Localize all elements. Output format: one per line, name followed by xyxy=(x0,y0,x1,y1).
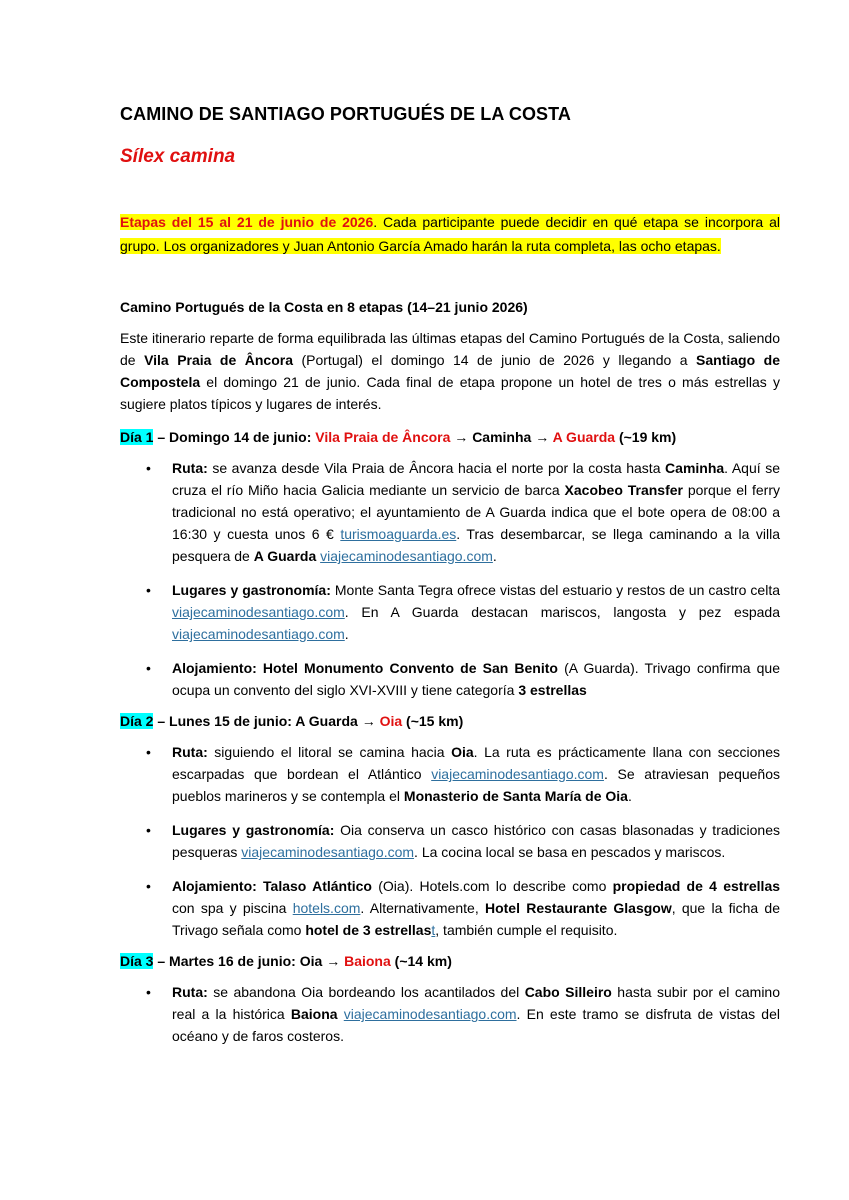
day-3-ruta xyxy=(120,981,780,1047)
item-text: se avanza desde Vila Praia de Âncora hacia el norte por la costa hasta xyxy=(207,460,666,476)
item-text: , que la ficha de Trivago señala como xyxy=(172,900,780,938)
item-text: siguiendo el litoral se camina hacia xyxy=(207,744,452,760)
overview-text: Este itinerario reparte de forma equilibrada las últimas etapas del Camino Portugués de la Costa, saliendo de xyxy=(120,330,780,368)
item-text: Oia conserva un casco histórico con casas blasonadas y tradiciones pesqueras xyxy=(172,822,781,860)
day-3-date: – Martes 16 de junio: Oia xyxy=(153,953,327,969)
arrow-icon: → xyxy=(450,429,473,445)
link-trivago[interactable]: t xyxy=(431,922,436,938)
item-text: . En este tramo se disfruta de vistas del océano y de faros costeros. xyxy=(172,1006,780,1044)
day-3-heading xyxy=(120,950,780,972)
item-text: . Alternativamente, xyxy=(360,900,485,916)
arrow-icon: → xyxy=(326,953,345,969)
item-text: con spa y piscina xyxy=(172,900,293,916)
day-1-via: Caminha xyxy=(472,429,532,445)
item-bold: propiedad de 4 estrellas xyxy=(612,878,781,894)
day-1-lugares xyxy=(120,579,780,645)
link-viajecamino[interactable]: viajecaminodesantiago.com xyxy=(343,1006,517,1022)
section-heading: Camino Portugués de la Costa en 8 etapas (14–21 junio 2026) xyxy=(120,299,528,315)
item-text: . Aquí se cruza el río Miño hacia Galicia mediante un servicio de barca xyxy=(172,460,780,498)
day-1-to: A Guarda xyxy=(552,429,616,445)
overview-text: el domingo 21 de junio. Cada final de etapa propone un hotel de tres o más estrellas y sugiere platos típicos y lugares de interés. xyxy=(120,374,780,412)
day-1-alojamiento xyxy=(120,657,780,701)
arrow-icon: → xyxy=(361,713,380,729)
item-label: Lugares y gastronomía: xyxy=(172,822,335,838)
item-text: . La ruta es prácticamente llana con secciones escarpadas que bordean el Atlántico xyxy=(172,744,781,782)
item-label: Alojamiento: xyxy=(172,878,257,894)
intro-dates: Etapas del 15 al 21 de junio de 2026 xyxy=(120,214,374,230)
link-turismoaguarda[interactable]: turismoaguarda.es xyxy=(340,526,457,542)
day-2-date: – Lunes 15 de junio: A Guarda xyxy=(153,713,362,729)
document-subtitle: Sílex camina xyxy=(120,146,236,167)
item-text: . xyxy=(492,548,497,564)
item-text: . En A Guarda destacan mariscos, langosta y pez espada xyxy=(344,604,780,620)
item-bold: Monasterio de Santa María de Oia xyxy=(403,788,628,804)
item-text: . La cocina local se basa en pescados y mariscos. xyxy=(414,844,726,860)
item-bold: A Guarda xyxy=(253,548,317,564)
item-bold: Baiona xyxy=(290,1006,338,1022)
day-3-label: Día 3 xyxy=(120,953,154,969)
link-viajecamino[interactable]: viajecaminodesantiago.com xyxy=(431,766,604,782)
day-3-to: Baiona xyxy=(344,953,391,969)
overview-text: (Portugal) el domingo 14 de junio de 2026 y llegando a xyxy=(293,352,697,368)
item-bold: hotel de 3 estrellas xyxy=(305,922,432,938)
overview-end: Santiago de Compostela xyxy=(120,352,780,390)
item-text: hasta subir por el camino real a la histórica xyxy=(172,984,780,1022)
overview-start: Vila Praia de Âncora xyxy=(144,352,293,368)
item-label: Ruta: xyxy=(172,744,208,760)
day-2-list xyxy=(120,741,780,941)
item-bold: Hotel Restaurante Glasgow xyxy=(484,900,672,916)
link-viajecamino[interactable]: viajecaminodesantiago.com xyxy=(172,604,345,620)
day-3-distance: (~14 km) xyxy=(390,953,452,969)
item-label: Alojamiento: xyxy=(172,660,257,676)
item-label: Lugares y gastronomía: xyxy=(172,582,331,598)
day-1-list xyxy=(120,457,780,701)
item-text: se abandona Oia bordeando los acantilados del xyxy=(207,984,525,1000)
day-1-ruta xyxy=(120,457,780,567)
item-text: . xyxy=(627,788,632,804)
item-text: porque el ferry tradicional no está operativo; el ayuntamiento de A Guarda indica que el bote opera de 08:00 a 16:30 y cuesta unos 6 € xyxy=(172,482,780,542)
day-2-to: Oia xyxy=(379,713,403,729)
item-text: . Se atraviesan pequeños pueblos marineros y se contempla el xyxy=(172,766,781,804)
intro-paragraph xyxy=(120,210,780,258)
day-2-ruta xyxy=(120,741,780,807)
document-body xyxy=(120,296,780,1059)
intro-text: . Cada participante puede decidir en qué etapa se incorpora al grupo. Los organizadores y Juan Antonio García Amado harán la ruta completa, las ocho etapas. xyxy=(120,214,780,254)
item-label: Ruta: xyxy=(172,460,208,476)
item-bold: Talaso Atlántico xyxy=(263,878,372,894)
day-1-label: Día 1 xyxy=(120,429,154,445)
link-hotels[interactable]: hotels.com xyxy=(292,900,361,916)
day-1-heading xyxy=(120,426,780,448)
item-bold: Caminha xyxy=(665,460,725,476)
day-2-lugares xyxy=(120,819,780,863)
item-text: (Oia). Hotels.com lo describe como xyxy=(372,878,613,894)
overview-paragraph xyxy=(120,327,780,415)
item-bold: 3 estrellas xyxy=(518,682,587,698)
day-1-from: Vila Praia de Âncora xyxy=(315,429,451,445)
day-2-alojamiento xyxy=(120,875,780,941)
item-bold: Hotel Monumento Convento de San Benito xyxy=(262,660,558,676)
day-3-list xyxy=(120,981,780,1047)
document-title: CAMINO DE SANTIAGO PORTUGUÉS DE LA COSTA xyxy=(120,104,572,124)
item-text: (A Guarda). Trivago confirma que ocupa un convento del siglo XVI‑XVIII y tiene categoría xyxy=(172,660,781,698)
day-2-heading xyxy=(120,710,780,732)
item-bold: Cabo Silleiro xyxy=(524,984,612,1000)
item-label: Ruta: xyxy=(172,984,208,1000)
item-bold: Xacobeo Transfer xyxy=(564,482,683,498)
arrow-icon: → xyxy=(531,429,553,445)
day-2-distance: (~15 km) xyxy=(402,713,464,729)
item-text: Monte Santa Tegra ofrece vistas del estuario y restos de un castro celta xyxy=(330,582,781,598)
item-bold: Oia xyxy=(451,744,474,760)
item-text: . xyxy=(344,626,349,642)
link-viajecamino[interactable]: viajecaminodesantiago.com xyxy=(320,548,493,564)
item-text: . Tras desembarcar, se llega caminando a la villa pesquera de xyxy=(172,526,780,564)
day-1-distance: (~19 km) xyxy=(615,429,677,445)
link-viajecamino[interactable]: viajecaminodesantiago.com xyxy=(241,844,415,860)
item-text: , también cumple el requisito. xyxy=(435,922,618,938)
link-viajecamino[interactable]: viajecaminodesantiago.com xyxy=(172,626,345,642)
day-1-date: – Domingo 14 de junio: xyxy=(153,429,316,445)
day-2-label: Día 2 xyxy=(120,713,154,729)
